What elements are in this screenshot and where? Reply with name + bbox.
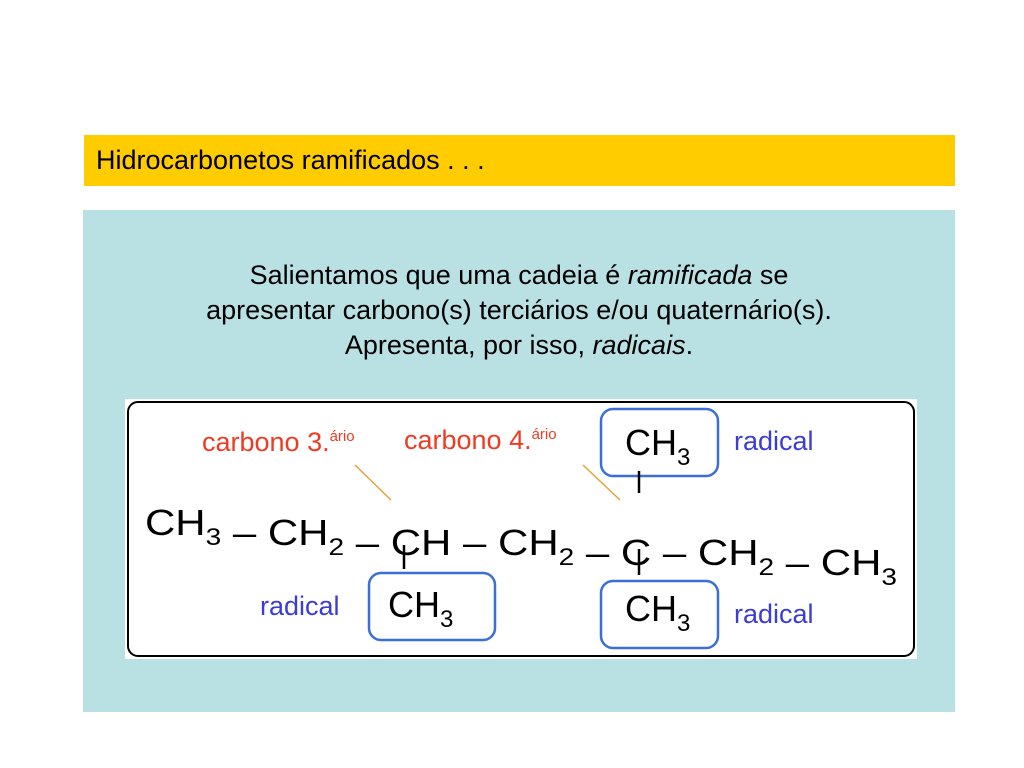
chain-group: CH [145,502,197,543]
intro-emphasis-radicais: radicais [592,330,686,360]
intro-line-2-text: apresentar carbono(s) terciários e/ou quaternário(s). [206,295,832,325]
chain-bond: – [344,522,385,563]
chain-subscript: 2 [758,554,772,581]
chain-bond: – [451,522,492,563]
chain-bond: – [774,542,815,583]
intro-line-3 [83,328,955,363]
label-tertiary-carbon: carbono 3.$^{ário}$ [202,427,355,457]
intro-line-1-end: se [752,260,789,290]
methyl-top: $CH_3$ [625,422,691,471]
chain-group: CH [697,532,750,573]
chain-group: C [620,532,647,573]
radical-label-top: radical [734,426,814,456]
chain-bond: – [221,512,262,553]
chain-bond: – [651,532,692,573]
chain-group: CH [820,542,873,583]
intro-line-1 [83,258,955,293]
chain-subscript: 2 [328,534,342,561]
radical-label-bottom-left: radical [260,591,340,621]
title-bar [84,135,955,186]
radical-label-bottom-right: radical [734,599,814,629]
intro-line-3-end: . [685,330,694,360]
intro-text [83,258,955,363]
label-quaternary-carbon: carbono 4.$^{ário}$ [404,425,557,455]
intro-emphasis-ramificada: ramificada [627,260,753,290]
chain-bond: – [574,532,615,573]
diagram-svg [125,399,917,659]
intro-line-1-text: Salientamos que uma cadeia é [249,260,628,290]
content-box [83,210,955,712]
chain-subscript: 3 [205,524,219,551]
chain-group: CH [267,512,320,553]
intro-line-2 [83,293,955,328]
methyl-bottom-right: $CH_3$ [625,588,691,637]
structural-formula-diagram [125,399,917,659]
chain-group: CH [498,522,551,563]
chain-group: CH [390,522,443,563]
intro-line-3-text: Apresenta, por isso, [344,330,593,360]
chain-subscript: 3 [881,564,895,591]
slide-title: Hidrocarbonetos ramificados . . . [96,145,485,175]
methyl-bottom-left: $CH_3$ [388,584,454,633]
chain-subscript: 2 [558,544,573,571]
